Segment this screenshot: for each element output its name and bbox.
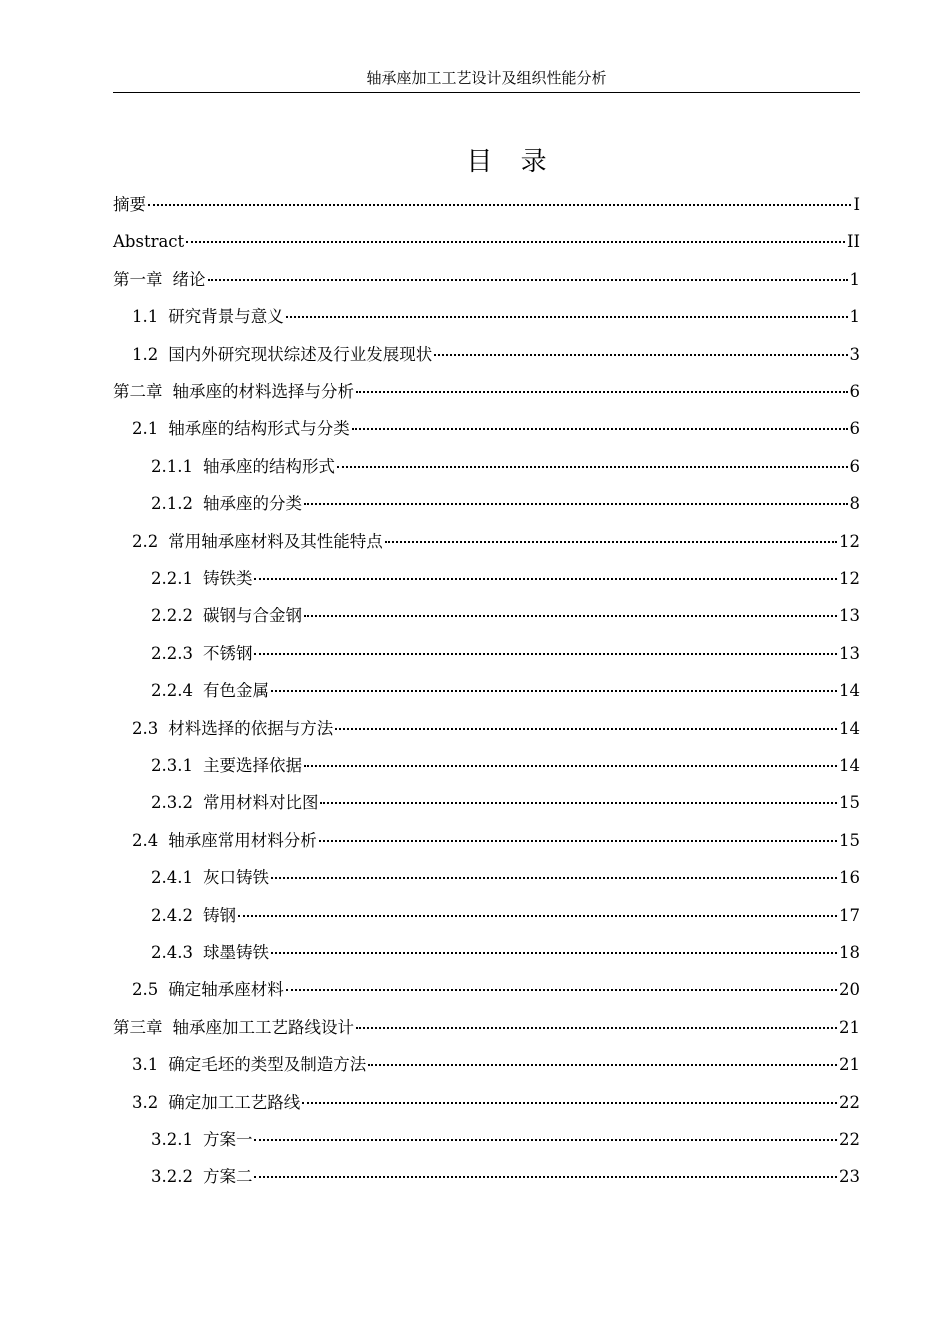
toc-entry-title: 主要选择依据 — [202, 756, 302, 775]
toc-dot-leader — [271, 690, 837, 692]
toc-dot-leader — [148, 204, 851, 206]
toc-entry-page-number: 1 — [849, 269, 860, 289]
toc-entry — [132, 523, 860, 560]
toc-entry-number: 2.4.1 — [151, 868, 193, 888]
toc-entry-title: 轴承座加工工艺路线设计 — [172, 1017, 354, 1037]
toc-entry-title: 铸钢 — [202, 905, 236, 925]
toc-entry-title: 灰口铸铁 — [202, 868, 269, 888]
toc-entry-page-number: 13 — [839, 606, 860, 626]
toc-entry — [151, 784, 860, 821]
toc-dot-leader — [208, 279, 848, 281]
toc-entry-title: 铸铁类 — [202, 569, 253, 588]
toc-entry-page-number: 18 — [839, 943, 860, 962]
toc-entry-title: 国内外研究现状综述及行业发展现状 — [168, 344, 433, 364]
toc-entry-title: 不锈钢 — [202, 643, 253, 663]
toc-entry-number: 2.4.3 — [151, 943, 193, 962]
running-header: 轴承座加工工艺设计及组织性能分析 — [113, 64, 860, 93]
toc-entry — [151, 597, 860, 634]
toc-entry-number: 第三章 — [113, 1017, 163, 1037]
toc-entry-page-number: 21 — [839, 1055, 860, 1075]
toc-entry-page-number: 6 — [849, 382, 860, 401]
toc-entry-number: 1.1 — [132, 307, 159, 327]
toc-entry-page-number: 14 — [839, 756, 860, 775]
toc-entry — [132, 822, 860, 859]
toc-entry — [151, 747, 860, 784]
toc-entry-title: 确定毛坯的类型及制造方法 — [168, 1055, 367, 1075]
toc-entry-number: 第一章 — [113, 269, 163, 289]
toc-entry-number: 2.3 — [132, 718, 159, 738]
toc-entry-title: Abstract — [113, 232, 185, 252]
toc-entry-title: 确定加工工艺路线 — [168, 1092, 301, 1112]
toc-entry — [132, 710, 860, 747]
toc-entry — [113, 1009, 860, 1046]
toc-dot-leader — [304, 503, 848, 505]
toc-dot-leader — [385, 541, 837, 543]
toc-dot-leader — [356, 1027, 837, 1029]
toc-dot-leader — [254, 578, 837, 580]
toc-entry — [132, 410, 860, 447]
toc-entry — [132, 1046, 860, 1083]
toc-entry — [151, 672, 860, 709]
toc-entry — [151, 897, 860, 934]
toc-dot-leader — [302, 1102, 837, 1104]
toc-dot-leader — [368, 1064, 837, 1066]
toc-entry-page-number: 22 — [839, 1130, 860, 1149]
toc-entry — [151, 1158, 860, 1195]
toc-dot-leader — [271, 877, 837, 879]
toc-dot-leader — [254, 1176, 837, 1178]
toc-entry-title: 材料选择的依据与方法 — [168, 718, 334, 738]
toc-entry — [113, 373, 860, 410]
toc-entry-page-number: 1 — [849, 307, 860, 327]
toc-entry-number: 2.3.2 — [151, 793, 193, 813]
toc-entry-number: 3.2 — [132, 1092, 159, 1112]
toc-dot-leader — [320, 802, 837, 804]
toc-entry-page-number: II — [846, 232, 860, 252]
toc-entry-title: 轴承座的材料选择与分析 — [172, 382, 354, 401]
toc-dot-leader — [254, 653, 837, 655]
toc-entry — [151, 1121, 860, 1158]
toc-entry-title: 轴承座的分类 — [202, 494, 302, 514]
toc-entry — [151, 859, 860, 896]
toc-dot-leader — [186, 241, 845, 243]
toc-entry-title: 轴承座常用材料分析 — [168, 830, 317, 850]
toc-entry-page-number: 16 — [839, 868, 860, 888]
toc-entry-number: 2.4 — [132, 830, 159, 850]
toc-entry-page-number: 12 — [839, 569, 860, 588]
toc-entry-number: 第二章 — [113, 382, 163, 401]
toc-entry-page-number: 3 — [849, 344, 860, 364]
toc-entry-page-number: 15 — [839, 830, 860, 850]
toc-entry-title: 常用材料对比图 — [202, 793, 319, 813]
toc-entry — [132, 971, 860, 1008]
toc-entry — [132, 1084, 860, 1121]
toc-dot-leader — [254, 1139, 837, 1141]
toc-dot-leader — [356, 391, 848, 393]
toc-entry-number: 2.4.2 — [151, 905, 193, 925]
toc-dot-leader — [337, 466, 848, 468]
toc-dot-leader — [286, 316, 848, 318]
toc-entry-title: 绪论 — [172, 269, 206, 289]
toc-entry-page-number: 15 — [839, 793, 860, 813]
toc-entry-number: 3.2.1 — [151, 1130, 193, 1149]
toc-entry-number: 2.2.2 — [151, 606, 193, 626]
toc-dot-leader — [304, 615, 837, 617]
toc-dot-leader — [319, 840, 837, 842]
toc-entry — [151, 560, 860, 597]
toc-entry — [132, 336, 860, 373]
toc-entry-page-number: 22 — [839, 1092, 860, 1112]
toc-entry — [132, 298, 860, 335]
toc-entry-number: 2.1.1 — [151, 456, 193, 476]
toc-entry-title: 轴承座的结构形式 — [202, 456, 335, 476]
toc-entry-number: 3.2.2 — [151, 1167, 193, 1187]
toc-dot-leader — [271, 952, 837, 954]
toc-entry-page-number: 12 — [839, 531, 860, 551]
toc-entry — [113, 186, 860, 223]
toc-entry-page-number: 17 — [839, 905, 860, 925]
toc-entry-page-number: 14 — [839, 681, 860, 701]
toc-dot-leader — [352, 428, 848, 430]
toc-dot-leader — [335, 728, 837, 730]
toc-entry-page-number: 14 — [839, 718, 860, 738]
toc-entry-title: 常用轴承座材料及其性能特点 — [168, 531, 383, 551]
toc-entry-number: 2.1.2 — [151, 494, 193, 514]
toc-entry-number: 2.2.3 — [151, 643, 193, 663]
toc-dot-leader — [238, 915, 837, 917]
toc-entry-number: 3.1 — [132, 1055, 159, 1075]
toc-entry-title: 球墨铸铁 — [202, 943, 269, 962]
toc-entry-title: 碳钢与合金钢 — [202, 606, 302, 626]
toc-entry-number: 1.2 — [132, 344, 159, 364]
toc-dot-leader — [434, 354, 847, 356]
toc-entry-page-number: I — [853, 195, 860, 214]
toc-entry-title: 研究背景与意义 — [168, 307, 284, 327]
toc-entry-title: 轴承座的结构形式与分类 — [168, 419, 350, 439]
toc-entry-page-number: 23 — [839, 1167, 860, 1187]
toc-entry — [151, 485, 860, 522]
toc-entry-number: 2.1 — [132, 419, 159, 439]
toc-entry — [113, 223, 860, 260]
toc-entry-page-number: 21 — [839, 1017, 860, 1037]
toc-entry-number: 2.5 — [132, 980, 159, 1000]
toc-entry-title: 方案二 — [202, 1167, 253, 1187]
page-title: 目 录 — [466, 147, 557, 177]
toc-entry — [151, 635, 860, 672]
toc-entry-page-number: 8 — [849, 494, 860, 514]
toc-entry — [113, 261, 860, 298]
toc-entry-title: 有色金属 — [202, 681, 269, 701]
toc-entry — [151, 448, 860, 485]
toc-entry — [151, 934, 860, 971]
toc-entry-number: 2.2 — [132, 531, 159, 551]
toc-entry-title: 摘要 — [113, 195, 146, 214]
toc-entry-page-number: 6 — [849, 456, 860, 476]
toc-entry-number: 2.2.4 — [151, 681, 193, 701]
toc-entry-page-number: 20 — [839, 980, 860, 1000]
toc-entry-number: 2.3.1 — [151, 756, 193, 775]
toc-entry-page-number: 6 — [849, 419, 860, 439]
toc-entry-title: 方案一 — [202, 1130, 253, 1149]
toc-entry-page-number: 13 — [839, 643, 860, 663]
toc-entry-number: 2.2.1 — [151, 569, 193, 588]
toc-entry-title: 确定轴承座材料 — [168, 980, 284, 1000]
toc-dot-leader — [304, 765, 837, 767]
toc-dot-leader — [286, 989, 837, 991]
